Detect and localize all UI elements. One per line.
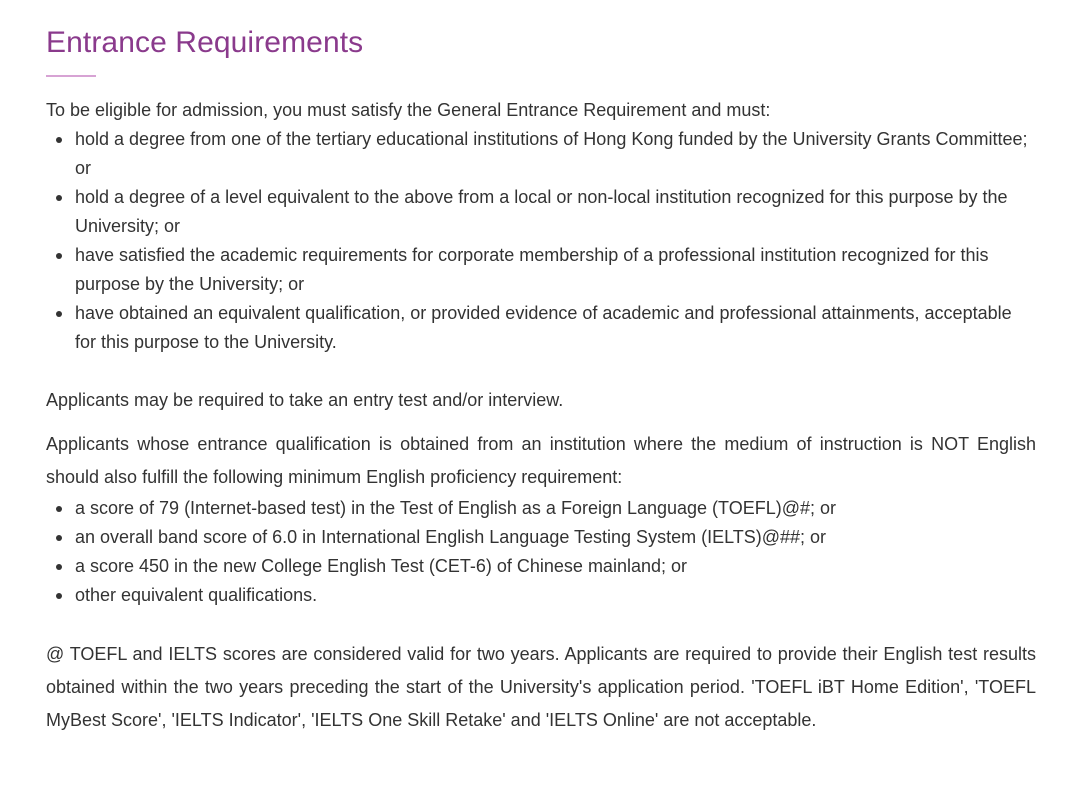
english-requirement-intro: Applicants whose entrance qualification is obtained from an institution where the medium of instruction is NOT English should also fulfill the following minimum English proficiency requirement:	[46, 434, 1036, 487]
score-validity-note: @ TOEFL and IELTS scores are considered valid for two years. Applicants are required to provide their English test results obtained within the two years preceding the start of the University's application period. 'TOEFL iBT Home Edition', 'TOEFL MyBest Score', 'IELTS Indicator', 'IELTS One Skill Retake' and 'IELTS Online' are not acceptable.	[46, 644, 1036, 730]
page-title: Entrance Requirements	[46, 26, 364, 59]
intro-paragraph: To be eligible for admission, you must satisfy the General Entrance Requirement and must:	[46, 100, 771, 120]
entry-test-note: Applicants may be required to take an entry test and/or interview.	[46, 390, 564, 410]
english-requirements-list	[46, 494, 1036, 610]
list-item: a score of 79 (Internet-based test) in the Test of English as a Foreign Language (TOEFL)@#; or	[75, 494, 1036, 523]
title-underline	[46, 75, 96, 77]
list-item: other equivalent qualifications.	[75, 581, 1036, 610]
degree-requirements-list	[46, 125, 1036, 357]
list-item: hold a degree of a level equivalent to the above from a local or non-local institution recognized for this purpose by the University; or	[75, 183, 1036, 241]
list-item: have obtained an equivalent qualification, or provided evidence of academic and professional attainments, acceptable for this purpose to the University.	[75, 299, 1036, 357]
list-item: have satisfied the academic requirements for corporate membership of a professional institution recognized for this purpose by the University; or	[75, 241, 1036, 299]
list-item: an overall band score of 6.0 in International English Language Testing System (IELTS)@##; or	[75, 523, 1036, 552]
list-item: a score 450 in the new College English Test (CET-6) of Chinese mainland; or	[75, 552, 1036, 581]
list-item: hold a degree from one of the tertiary educational institutions of Hong Kong funded by the University Grants Committee; or	[75, 125, 1036, 183]
